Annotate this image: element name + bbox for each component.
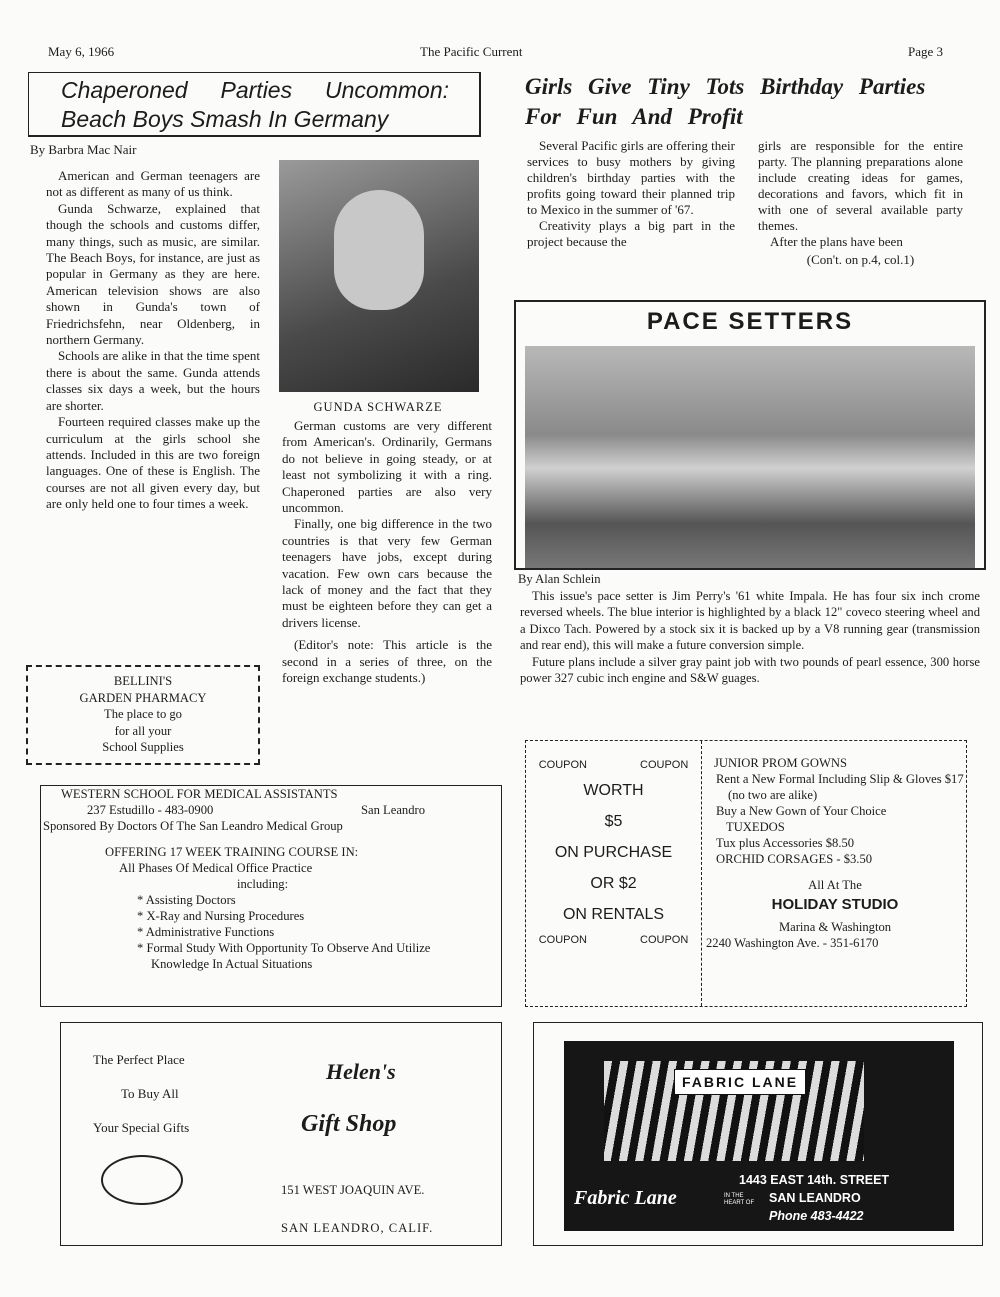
school-address: 237 Estudillo - 483-0900	[87, 803, 214, 817]
piggy-bank-icon	[101, 1155, 183, 1205]
coupon-tags-bottom	[526, 930, 701, 950]
paragraph: Gunda Schwarze, explained that though the schools and customs differ, many things, such as music, are similar. The Beach Boys, for instance, are just as popular in Germany as they are here. American television shows are also shown in Gunda's town of Friedrichsfehn, near Oldenberg, in northern Germany.	[46, 200, 260, 348]
fabric-lane-sign: FABRIC LANE	[674, 1069, 806, 1095]
fabric-heart: IN THE HEART OF	[724, 1193, 755, 1206]
course-item: * Assisting Doctors	[151, 892, 451, 908]
paragraph: Future plans include a silver gray paint job with two pounds of pearl essence, 300 horse power 327 cubic inch engine and S&W guages.	[520, 654, 980, 686]
ad-line: To Buy All	[121, 1086, 179, 1101]
pace-byline: By Alan Schlein	[518, 572, 601, 586]
fabric-city: SAN LEANDRO	[769, 1191, 861, 1205]
paragraph: Creativity plays a big part in the project because the	[527, 218, 735, 249]
ad-line: The place to go	[104, 707, 182, 721]
article1-headline-box	[28, 72, 481, 137]
prom-item: TUXEDOS	[726, 820, 785, 834]
western-school-ad	[40, 785, 502, 1007]
studio-address: 2240 Washington Ave. - 351-6170	[706, 936, 879, 950]
paper-name: The Pacific Current	[420, 44, 523, 59]
bellini-ad	[26, 665, 260, 765]
school-address-row	[41, 802, 501, 818]
paragraph: Fourteen required classes make up the curriculum at the girls school she attends. Included in this are two foreign languages. One of these is English. The courses are not all given every day, but are only held one to four times a week.	[46, 414, 260, 512]
paragraph: Several Pacific girls are offering their services to busy mothers by giving children's birthday parties with the profits going toward their planned trip to Mexico in the summer of '67.	[527, 138, 735, 217]
paragraph: Finally, one big difference in the two countries is that very few German teenagers have jobs, except during vacation. Few own cars because the lack of money and the fact that they must be eighteen before they can get a drivers license.	[282, 516, 492, 630]
coupon-tag: COUPON	[538, 934, 587, 946]
helens-gift-shop-ad	[60, 1022, 502, 1246]
prom-title: JUNIOR PROM GOWNS	[714, 756, 847, 770]
course-item: * X-Ray and Nursing Procedures	[151, 908, 451, 924]
helens-tagline	[93, 1043, 189, 1145]
school-phases: All Phases Of Medical Office Practice	[119, 861, 313, 875]
prom-item: Tux plus Accessories $8.50	[716, 836, 855, 850]
coupon	[526, 741, 702, 1006]
course-item: * Formal Study With Opportunity To Observe And Utilize Knowledge In Actual Situations	[151, 940, 451, 972]
article2-col1	[527, 138, 735, 250]
article1-col1	[46, 168, 260, 513]
coupon-tag: COUPON	[538, 759, 587, 771]
gift-shop-name: Gift Shop	[301, 1111, 397, 1137]
coupon-line: ON PURCHASE	[554, 844, 673, 861]
coupon-line: WORTH	[583, 782, 644, 799]
fabric-lane-ad	[533, 1022, 983, 1246]
school-including: including:	[237, 877, 289, 891]
paragraph: girls are responsible for the entire party. The planning preparations alone include creating ideas for games, decorations and favors, which fit in with one of several available party themes.	[758, 138, 963, 233]
coupon-line: $5	[604, 813, 623, 830]
fabric-phone: Phone 483-4422	[769, 1209, 864, 1223]
prom-item: Buy a New Gown of Your Choice	[716, 804, 887, 818]
prom-item: ORCHID CORSAGES - $3.50	[716, 852, 873, 866]
article1-byline: By Barbra Mac Nair	[30, 142, 137, 157]
portrait-face	[334, 190, 424, 310]
ad-line: The Perfect Place	[93, 1052, 185, 1067]
bellini-sub: GARDEN PHARMACY	[79, 690, 207, 705]
editors-note: (Editor's note: This article is the second in a series of three, on the foreign exchange students.)	[282, 637, 492, 686]
page-number: Page 3	[908, 44, 944, 59]
article2-col2	[758, 138, 963, 268]
paragraph: German customs are very different from American's. Ordinarily, Germans do not believe in going steady, or at least not symbolizing it with a ring. Chaperoned parties are also very uncommon.	[282, 418, 492, 516]
ad-line: for all your	[114, 723, 172, 738]
studio-name: HOLIDAY STUDIO	[771, 896, 899, 913]
continued-note: (Con't. on p.4, col.1)	[806, 252, 915, 267]
school-sponsor: Sponsored By Doctors Of The San Leandro Medical Group	[43, 819, 343, 833]
paragraph: After the plans have been	[770, 234, 903, 249]
fabric-lane-artwork	[564, 1041, 954, 1231]
school-name: WESTERN SCHOOL FOR MEDICAL ASSISTANTS	[61, 787, 338, 801]
ad-line: School Supplies	[102, 740, 184, 754]
article1-col2	[282, 418, 492, 687]
fabric-lane-logo: Fabric Lane	[574, 1187, 677, 1209]
prom-item: (no two are alike)	[728, 788, 818, 802]
school-offer: OFFERING 17 WEEK TRAINING COURSE IN:	[105, 845, 359, 859]
pace-body	[520, 588, 980, 686]
impala-photo	[525, 346, 975, 568]
coupon-tag: COUPON	[640, 759, 689, 771]
holiday-studio-ad	[525, 740, 967, 1007]
paragraph: American and German teenagers are not as different as many of us think.	[46, 168, 260, 200]
helens-city: SAN LEANDRO, CALIF.	[281, 1221, 434, 1235]
course-item: * Administrative Functions	[151, 924, 451, 940]
prom-all-at: All At The	[808, 878, 862, 892]
helens-address: 151 WEST JOAQUIN AVE.	[281, 1183, 425, 1197]
prom-gowns	[706, 755, 964, 951]
prom-item: Rent a New Formal Including Slip & Gloves $17	[716, 772, 964, 786]
coupon-tag: COUPON	[640, 934, 689, 946]
coupon-line: OR $2	[590, 875, 637, 892]
studio-location: Marina & Washington	[778, 920, 892, 934]
pace-setters-title: PACE SETTERS	[646, 308, 854, 335]
article1-headline: Chaperoned Parties Uncommon: Beach Boys Smash In Germany	[61, 77, 449, 132]
paragraph: Schools are alike in that the time spent there is about the same. Gunda attends classes six days a week, but the hours are shorter.	[46, 348, 260, 413]
article2-headline: Girls Give Tiny Tots Birthday Parties For Fun And Profit	[525, 74, 926, 129]
paragraph: This issue's pace setter is Jim Perry's '61 white Impala. He has four six inch crome reversed wheels. The blue interior is highlighted by a black 12" coveco steering wheel and a Dixco Tach. Powered by a stock six it is backed up by a V8 running gear (transmission and rear end), this will make a future conversion simple.	[520, 589, 980, 653]
gunda-photo	[279, 160, 479, 392]
helens-name: Helen's	[326, 1059, 396, 1084]
photo-caption: GUNDA SCHWARZE	[313, 400, 443, 414]
ad-line: Your Special Gifts	[93, 1120, 190, 1135]
bellini-name: BELLINI'S	[113, 674, 173, 688]
coupon-line: ON RENTALS	[562, 906, 665, 923]
coupon-tags-top	[526, 755, 701, 775]
school-city: San Leandro	[361, 803, 425, 817]
issue-date: May 6, 1966	[48, 44, 115, 59]
fabric-address: 1443 EAST 14th. STREET	[739, 1173, 890, 1187]
pace-setters-box	[514, 300, 986, 570]
